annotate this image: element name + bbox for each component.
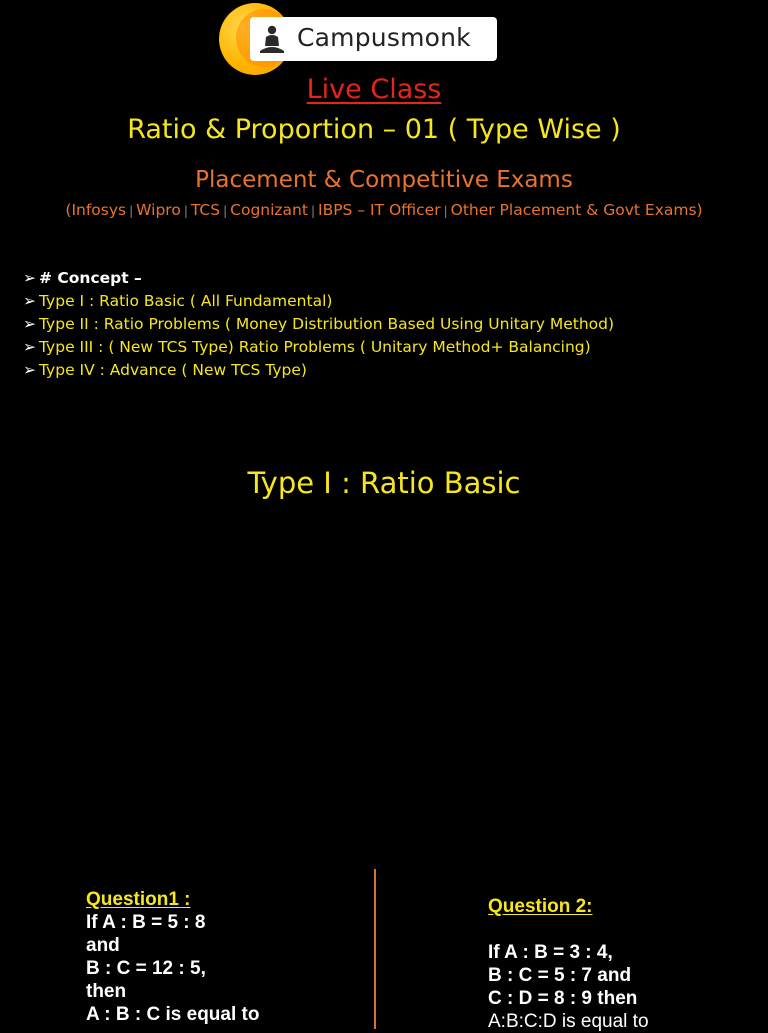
page-title: Ratio & Proportion – 01 ( Type Wise ) bbox=[127, 114, 621, 145]
exam-item: Wipro bbox=[136, 201, 181, 219]
question-title: Question 2: bbox=[488, 896, 593, 917]
concept-item bbox=[23, 336, 614, 359]
concept-item bbox=[23, 359, 614, 382]
question-title: Question1 : bbox=[86, 889, 191, 910]
concept-item bbox=[23, 290, 614, 313]
live-class-label: Live Class bbox=[306, 74, 442, 105]
column-divider bbox=[374, 869, 376, 1029]
question-line: B : C = 5 : 7 and bbox=[488, 965, 632, 986]
exam-separator: | bbox=[223, 204, 228, 218]
question-line: A:B:C:D is equal to bbox=[488, 1011, 649, 1032]
question-line: B : C = 12 : 5, bbox=[86, 958, 206, 979]
question-line: If A : B = 5 : 8 bbox=[86, 912, 206, 933]
question-line: then bbox=[86, 981, 127, 1002]
question-2 bbox=[488, 895, 649, 1033]
exam-separator: | bbox=[183, 204, 188, 218]
question-spacer bbox=[488, 918, 649, 941]
exam-item: Other Placement & Govt Exams) bbox=[450, 201, 703, 219]
question-line: C : D = 8 : 9 then bbox=[488, 988, 638, 1009]
concept-item-label: Type IV : Advance ( New TCS Type) bbox=[39, 361, 307, 379]
concept-item bbox=[23, 313, 614, 336]
arrow-bullet-icon: ➢ bbox=[23, 315, 36, 333]
arrow-bullet-icon: ➢ bbox=[23, 338, 36, 356]
arrow-bullet-icon: ➢ bbox=[23, 361, 36, 379]
question-line: and bbox=[86, 935, 120, 956]
exam-item: (Infosys bbox=[65, 201, 127, 219]
arrow-bullet-icon: ➢ bbox=[23, 269, 36, 287]
brand-name: Campusmonk bbox=[297, 23, 471, 52]
exam-item: IBPS – IT Officer bbox=[318, 201, 441, 219]
exam-separator: | bbox=[310, 204, 315, 218]
question-1 bbox=[86, 888, 259, 1026]
exam-item: Cognizant bbox=[230, 201, 308, 219]
exam-separator: | bbox=[129, 204, 134, 218]
meditating-monk-icon bbox=[258, 24, 286, 54]
concept-item-label: Type II : Ratio Problems ( Money Distribution Based Using Unitary Method) bbox=[39, 315, 615, 333]
exams-list bbox=[40, 199, 728, 223]
exam-item: TCS bbox=[190, 201, 221, 219]
question-line: If A : B = 3 : 4, bbox=[488, 942, 613, 963]
question-line: A : B : C is equal to bbox=[86, 1004, 260, 1025]
concept-heading-row bbox=[23, 267, 614, 290]
concept-heading: # Concept – bbox=[39, 269, 142, 287]
exam-separator: | bbox=[443, 204, 448, 218]
arrow-bullet-icon: ➢ bbox=[23, 292, 36, 310]
concept-list bbox=[23, 267, 614, 382]
concept-item-label: Type III : ( New TCS Type) Ratio Problems ( Unitary Method+ Balancing) bbox=[39, 338, 591, 356]
page-subtitle: Placement & Competitive Exams bbox=[195, 167, 573, 193]
concept-item-label: Type I : Ratio Basic ( All Fundamental) bbox=[39, 292, 333, 310]
section-heading: Type I : Ratio Basic bbox=[247, 466, 521, 500]
